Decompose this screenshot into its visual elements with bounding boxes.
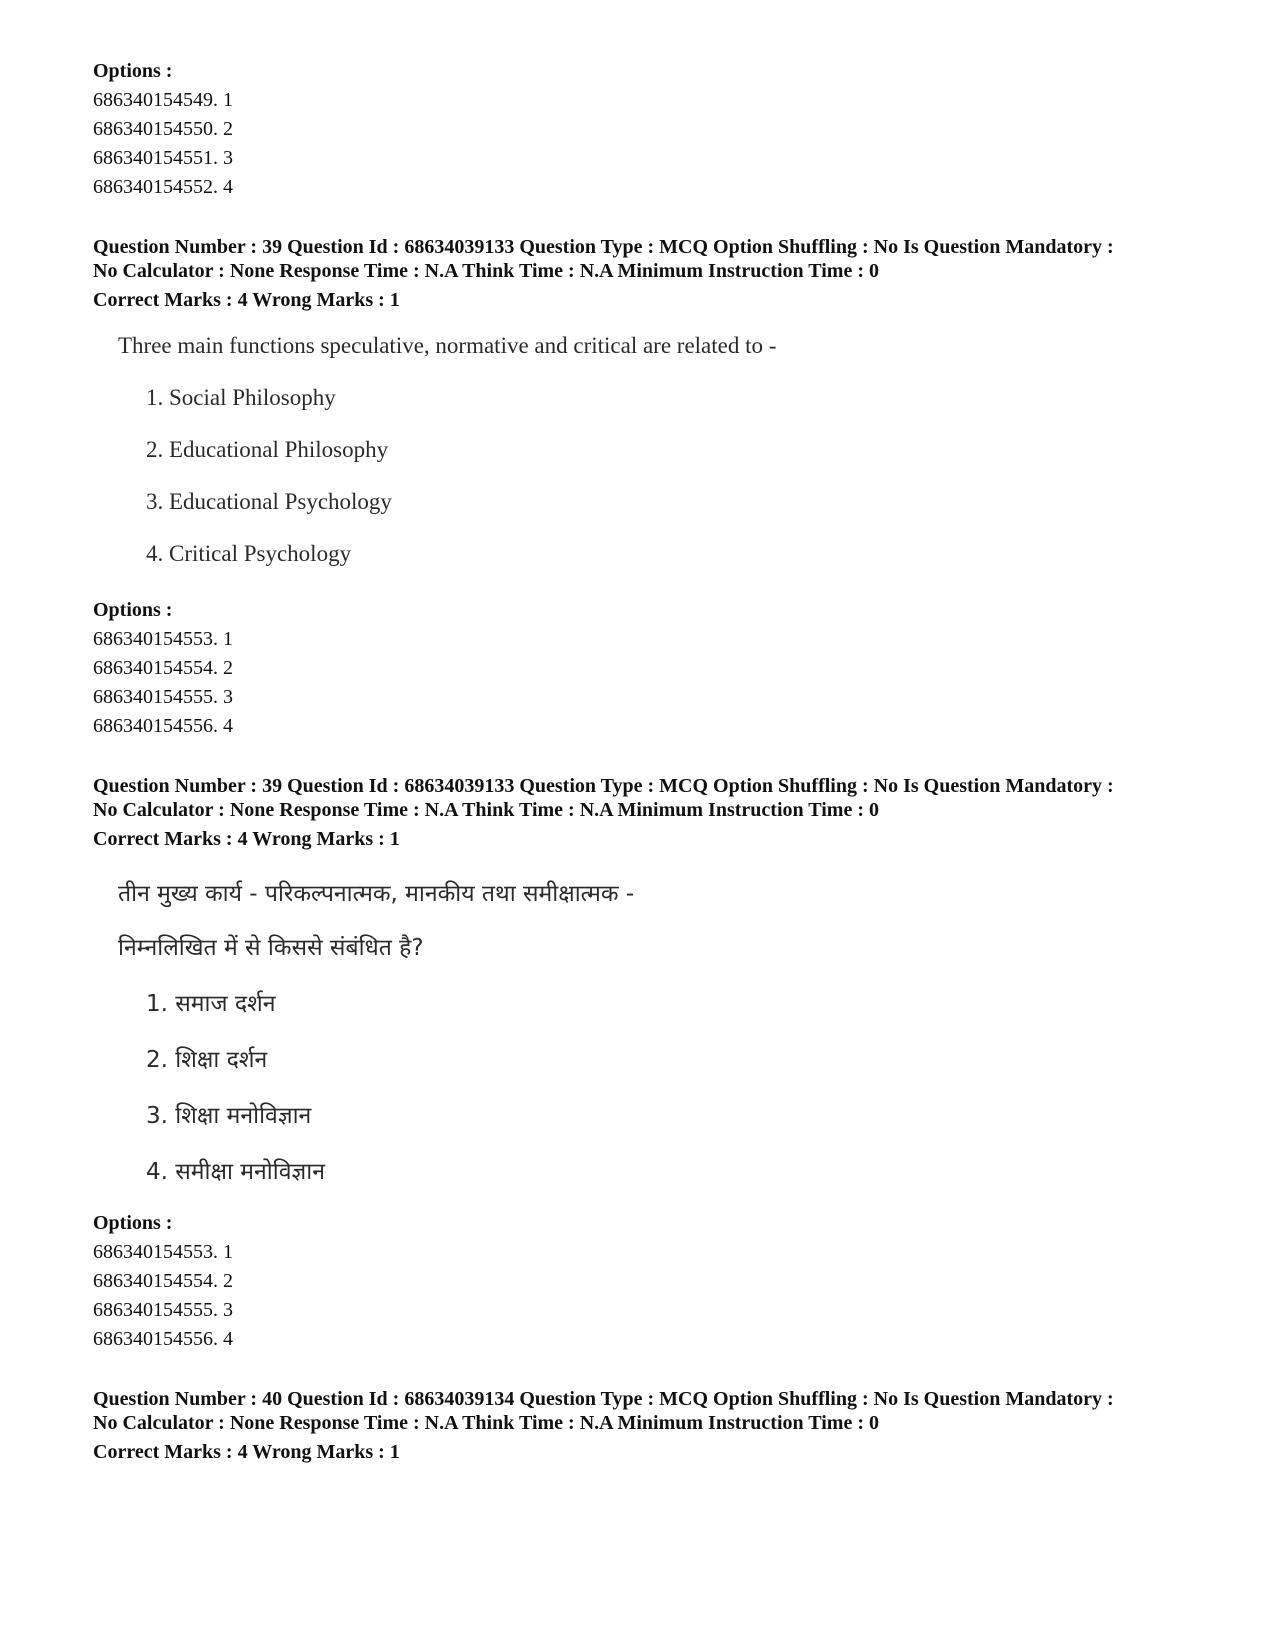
choice-item: 2. Educational Philosophy bbox=[146, 437, 389, 462]
options-block-1 bbox=[93, 57, 233, 202]
option-item: 686340154556. 4 bbox=[93, 1328, 233, 1350]
question-meta-line-1: Question Number : 40 Question Id : 68634039134 Question Type : MCQ Option Shuffling : No Is Question Mandatory : bbox=[93, 1388, 1114, 1410]
choice-item: 3. शिक्षा मनोविज्ञान bbox=[146, 1103, 312, 1129]
option-item: 686340154553. 1 bbox=[93, 1241, 233, 1263]
option-item: 686340154554. 2 bbox=[93, 1270, 233, 1292]
question-39-en-header bbox=[93, 235, 1114, 312]
question-stem-line-2: निम्नलिखित में से किससे संबंधित है? bbox=[118, 935, 424, 961]
question-stem-line-1: तीन मुख्य कार्य - परिकल्पनात्मक, मानकीय तथा समीक्षात्मक - bbox=[118, 881, 635, 907]
options-block-q39-en bbox=[93, 596, 233, 741]
choice-item: 3. Educational Psychology bbox=[146, 489, 392, 514]
choice-item: 4. Critical Psychology bbox=[146, 541, 352, 566]
option-item: 686340154549. 1 bbox=[93, 89, 233, 111]
option-item: 686340154553. 1 bbox=[93, 628, 233, 650]
choice-item: 1. Social Philosophy bbox=[146, 385, 336, 410]
option-item: 686340154556. 4 bbox=[93, 715, 233, 737]
option-item: 686340154555. 3 bbox=[93, 1299, 233, 1321]
option-item: 686340154555. 3 bbox=[93, 686, 233, 708]
option-item: 686340154550. 2 bbox=[93, 118, 233, 140]
options-label: Options : bbox=[93, 60, 173, 82]
question-meta-line-1: Question Number : 39 Question Id : 68634039133 Question Type : MCQ Option Shuffling : No Is Question Mandatory : bbox=[93, 775, 1114, 797]
question-meta-line-2: No Calculator : None Response Time : N.A Think Time : N.A Minimum Instruction Time : 0 bbox=[93, 799, 879, 821]
question-40-header bbox=[93, 1387, 1114, 1464]
option-item: 686340154551. 3 bbox=[93, 147, 233, 169]
question-meta-line-1: Question Number : 39 Question Id : 68634039133 Question Type : MCQ Option Shuffling : No Is Question Mandatory : bbox=[93, 236, 1114, 258]
question-39-hi-header bbox=[93, 774, 1114, 851]
choice-item: 1. समाज दर्शन bbox=[146, 991, 276, 1017]
question-marks: Correct Marks : 4 Wrong Marks : 1 bbox=[93, 828, 400, 850]
question-meta-line-2: No Calculator : None Response Time : N.A Think Time : N.A Minimum Instruction Time : 0 bbox=[93, 1412, 879, 1434]
options-block-q39-hi bbox=[93, 1209, 233, 1354]
question-marks: Correct Marks : 4 Wrong Marks : 1 bbox=[93, 1441, 400, 1463]
option-item: 686340154554. 2 bbox=[93, 657, 233, 679]
choice-item: 4. समीक्षा मनोविज्ञान bbox=[146, 1159, 325, 1185]
question-stem: Three main functions speculative, normative and critical are related to - bbox=[118, 333, 777, 358]
choice-item: 2. शिक्षा दर्शन bbox=[146, 1047, 268, 1073]
question-marks: Correct Marks : 4 Wrong Marks : 1 bbox=[93, 289, 400, 311]
option-item: 686340154552. 4 bbox=[93, 176, 233, 198]
options-label: Options : bbox=[93, 1212, 173, 1234]
options-label: Options : bbox=[93, 599, 173, 621]
question-meta-line-2: No Calculator : None Response Time : N.A Think Time : N.A Minimum Instruction Time : 0 bbox=[93, 260, 879, 282]
